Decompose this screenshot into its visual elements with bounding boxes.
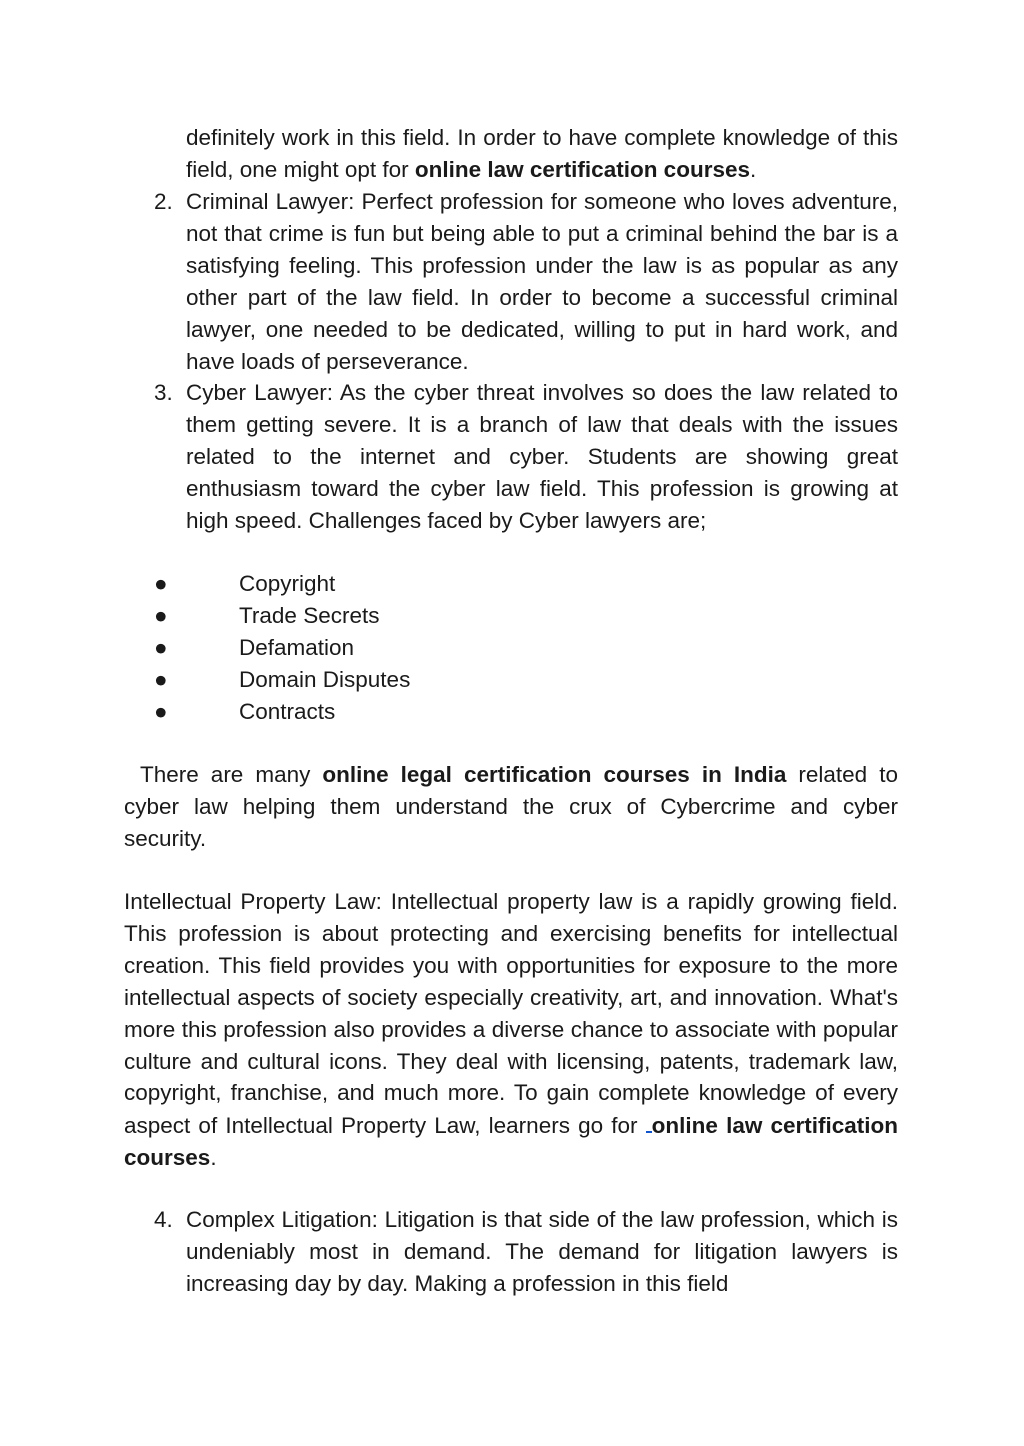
continuation-text: definitely work in this field. In order to have complete knowledge of this field, one might opt for (186, 125, 898, 182)
challenges-bullet-list (124, 568, 898, 727)
bullet-label: Contracts (239, 698, 336, 724)
bullet-item (124, 664, 898, 696)
ip-text: Intellectual Property Law: Intellectual property law is a rapidly growing field. This profession is about protecting and exercising benefits for intellectual creation. This field provides you with opportunities for exposure to the more intellectual aspects of society especially creativity, art, and innovation. What's more this profession also provides a diverse chance to associate with popular culture and cultural icons. They deal with licensing, patents, trademark law, copyright, franchise, and much more. To gain complete knowledge of every aspect of Intellectual Property Law, learners go for (124, 889, 898, 1139)
continuation-bold-link[interactable]: online law certification courses (414, 156, 750, 182)
continuation-paragraph (186, 122, 898, 186)
bullet-item (124, 632, 898, 664)
list-item-complex-litigation (124, 1204, 898, 1300)
continuation-end: . (750, 156, 757, 182)
list-item-criminal-lawyer (124, 186, 898, 377)
bullet-marker: ● (154, 666, 168, 692)
cyber-courses-bold: online legal certification courses in India (322, 762, 787, 787)
bullet-marker: ● (154, 602, 168, 628)
bullet-marker: ● (154, 571, 168, 596)
cyber-courses-post: related to cyber law helping them understand the crux of Cybercrime and cyber security. (124, 762, 898, 851)
list-item-text: Cyber Lawyer: As the cyber threat involves so does the law related to them getting severe. It is a branch of law that deals with the issues related to the internet and cyber. Students are showing great enthusiasm toward the cyber law field. This profession is growing at high speed. Challenges faced by Cyber lawyers are; (186, 380, 898, 533)
ip-end: . (210, 1145, 217, 1171)
intellectual-property-paragraph (124, 886, 898, 1174)
cyber-courses-pre: There are many (140, 762, 323, 787)
bullet-marker: ● (154, 698, 168, 724)
bullet-item (124, 568, 898, 600)
bullet-label: Domain Disputes (239, 666, 411, 692)
bullet-item (124, 696, 898, 728)
bullet-label: Copyright (239, 571, 336, 596)
ip-bold-link[interactable]: online law certification courses (124, 1113, 899, 1171)
list-number: 2. (154, 189, 173, 214)
bullet-label: Defamation (239, 634, 355, 660)
list-item-cyber-lawyer (124, 377, 898, 537)
cyber-courses-paragraph (124, 759, 898, 855)
list-number: 3. (154, 380, 173, 405)
list-item-text: Criminal Lawyer: Perfect profession for someone who loves adventure, not that crime is fun but being able to put a criminal behind the bar is a satisfying feeling. This profession under the law is as popular as any other part of the law field. In order to become a successful criminal lawyer, one needed to be dedicated, willing to put in hard work, and have loads of perseverance. (186, 189, 898, 374)
bullet-item (124, 600, 898, 632)
list-number: 4. (154, 1207, 173, 1232)
bullet-label: Trade Secrets (239, 602, 380, 628)
list-item-text: Complex Litigation: Litigation is that side of the law profession, which is undeniably most in demand. The demand for litigation lawyers is increasing day by day. Making a profession in this field (186, 1207, 898, 1296)
bullet-marker: ● (154, 634, 168, 660)
